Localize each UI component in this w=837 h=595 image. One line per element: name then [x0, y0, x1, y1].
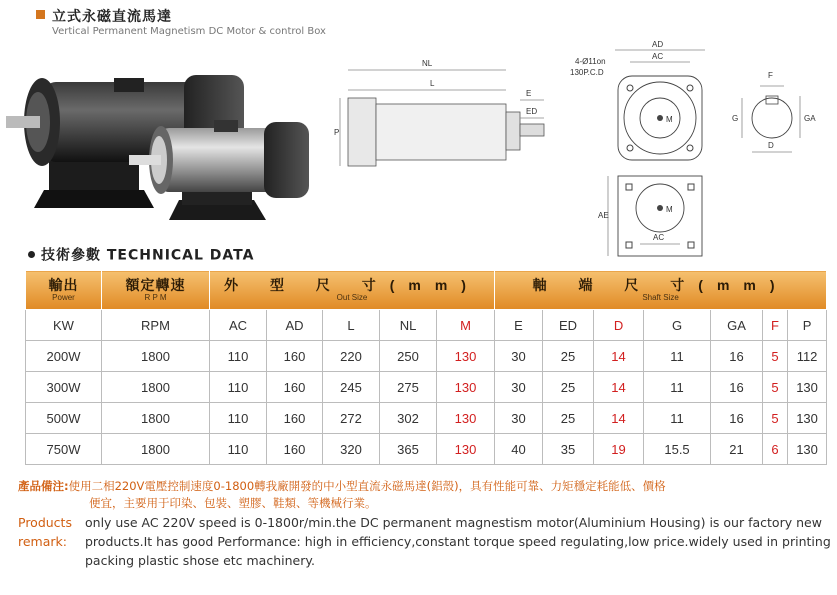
unit-cell: AC [210, 310, 267, 341]
technical-data-heading [28, 244, 254, 265]
label-l: L [430, 79, 435, 88]
table-cell: 16 [711, 403, 763, 434]
table-cell: 25 [543, 372, 594, 403]
header-shaft-size: 軸 端 尺 寸(mm) Shaft Size [495, 271, 827, 310]
table-cell: 11 [644, 341, 711, 372]
table-cell: 6 [763, 434, 788, 465]
table-cell: 21 [711, 434, 763, 465]
dimension-drawings [330, 38, 835, 258]
remark-chinese-line1: 使用二相220V電壓控制速度0-1800轉我廠開發的中小型直流永磁馬達(鋁殼)，具有性能可靠、力矩穩定耗能低、價格 [68, 479, 666, 493]
table-cell: 16 [711, 341, 763, 372]
unit-cell: G [644, 310, 711, 341]
side-view-drawing [334, 59, 544, 166]
table-cell: 5 [763, 403, 788, 434]
label-ad: AD [652, 40, 664, 49]
motor-product-photo [4, 50, 324, 250]
table-cell: 130 [437, 341, 495, 372]
table-cell: 220 [323, 341, 380, 372]
shaft-section-drawing [732, 71, 816, 152]
label-base-ac: AC [653, 233, 665, 242]
table-cell: 1800 [102, 372, 210, 403]
table-row [26, 341, 827, 372]
label-f: F [768, 71, 773, 80]
table-cell: 130 [437, 403, 495, 434]
table-cell: 160 [267, 341, 323, 372]
table-cell: 160 [267, 403, 323, 434]
table-cell: 14 [594, 403, 644, 434]
remark-chinese-line2: 便宜，主要用于印染、包裝、塑膠、鞋類、等機械行業。 [89, 496, 377, 510]
label-e: E [526, 89, 532, 98]
unit-cell: M [437, 310, 495, 341]
table-cell: 1800 [102, 341, 210, 372]
table-cell: 130 [788, 434, 827, 465]
header-power: 輸出 Power [26, 271, 102, 310]
remark-chinese-label: 產品備注: [18, 479, 69, 493]
unit-cell: GA [711, 310, 763, 341]
unit-cell: AD [267, 310, 323, 341]
base-view-drawing [598, 176, 702, 256]
label-ae: AE [598, 211, 609, 220]
table-row [26, 372, 827, 403]
table-cell: 35 [543, 434, 594, 465]
technical-data-title: 技術參數 TECHNICAL DATA [41, 247, 255, 264]
table-cell: 750W [26, 434, 102, 465]
remark-chinese [18, 478, 818, 512]
label-m: M [666, 115, 673, 124]
bullet-square-icon [36, 10, 45, 19]
table-cell: 5 [763, 372, 788, 403]
table-row [26, 403, 827, 434]
title-english: Vertical Permanent Magnetism DC Motor & control Box [52, 26, 326, 37]
table-cell: 14 [594, 372, 644, 403]
table-cell: 110 [210, 341, 267, 372]
table-cell: 110 [210, 434, 267, 465]
table-cell: 30 [495, 403, 543, 434]
table-cell: 245 [323, 372, 380, 403]
table-cell: 14 [594, 341, 644, 372]
remark-english-text: only use AC 220V speed is 0-1800r/min.the DC permanent magnestism motor(Aluminium Housing) is our factory new products.It has good Performance: high in efficiency,constant torque speed regulating,low price.widely used in printing packing plastic shose etc machinery. [85, 515, 831, 568]
label-nl: NL [422, 59, 433, 68]
table-cell: 250 [380, 341, 437, 372]
table-cell: 160 [267, 372, 323, 403]
table-cell: 130 [788, 372, 827, 403]
table-cell: 130 [437, 372, 495, 403]
label-ed: ED [526, 107, 538, 116]
table-cell: 30 [495, 372, 543, 403]
table-cell: 200W [26, 341, 102, 372]
front-view-drawing [570, 40, 705, 160]
table-group-header-row [26, 271, 827, 310]
table-cell: 1800 [102, 403, 210, 434]
label-p: P [334, 128, 340, 137]
label-g: G [732, 114, 739, 123]
table-cell: 11 [644, 403, 711, 434]
table-cell: 320 [323, 434, 380, 465]
table-cell: 30 [495, 341, 543, 372]
label-d: D [768, 141, 774, 150]
unit-cell: NL [380, 310, 437, 341]
remark-english-label: Products remark: [18, 515, 72, 549]
table-cell: 112 [788, 341, 827, 372]
table-row [26, 434, 827, 465]
technical-data-table [25, 270, 827, 465]
bullet-dot-icon [28, 251, 35, 258]
table-cell: 300W [26, 372, 102, 403]
table-cell: 302 [380, 403, 437, 434]
table-cell: 130 [788, 403, 827, 434]
unit-cell: F [763, 310, 788, 341]
table-units-row [26, 310, 827, 341]
header-out-size: 外 型 尺 寸(mm) Out Size [210, 271, 495, 310]
label-ac: AC [652, 52, 664, 61]
table-cell: 275 [380, 372, 437, 403]
table-cell: 110 [210, 372, 267, 403]
unit-cell: P [788, 310, 827, 341]
table-cell: 25 [543, 403, 594, 434]
label-base-m: M [666, 205, 673, 214]
table-cell: 365 [380, 434, 437, 465]
table-cell: 110 [210, 403, 267, 434]
table-cell: 130 [437, 434, 495, 465]
unit-cell: ED [543, 310, 594, 341]
title-chinese: 立式永磁直流馬達 [52, 9, 172, 25]
table-cell: 500W [26, 403, 102, 434]
unit-cell: E [495, 310, 543, 341]
label-pcd: 130P.C.D [570, 68, 604, 77]
table-cell: 16 [711, 372, 763, 403]
unit-cell: D [594, 310, 644, 341]
unit-cell: RPM [102, 310, 210, 341]
table-cell: 25 [543, 341, 594, 372]
table-cell: 11 [644, 372, 711, 403]
table-cell: 5 [763, 341, 788, 372]
label-holes: 4-Ø11on [575, 57, 606, 66]
unit-cell: KW [26, 310, 102, 341]
table-cell: 19 [594, 434, 644, 465]
table-cell: 160 [267, 434, 323, 465]
table-cell: 1800 [102, 434, 210, 465]
unit-cell: L [323, 310, 380, 341]
header-rpm: 額定轉速 R P M [102, 271, 210, 310]
label-ga: GA [804, 114, 816, 123]
table-cell: 40 [495, 434, 543, 465]
table-cell: 272 [323, 403, 380, 434]
table-cell: 15.5 [644, 434, 711, 465]
